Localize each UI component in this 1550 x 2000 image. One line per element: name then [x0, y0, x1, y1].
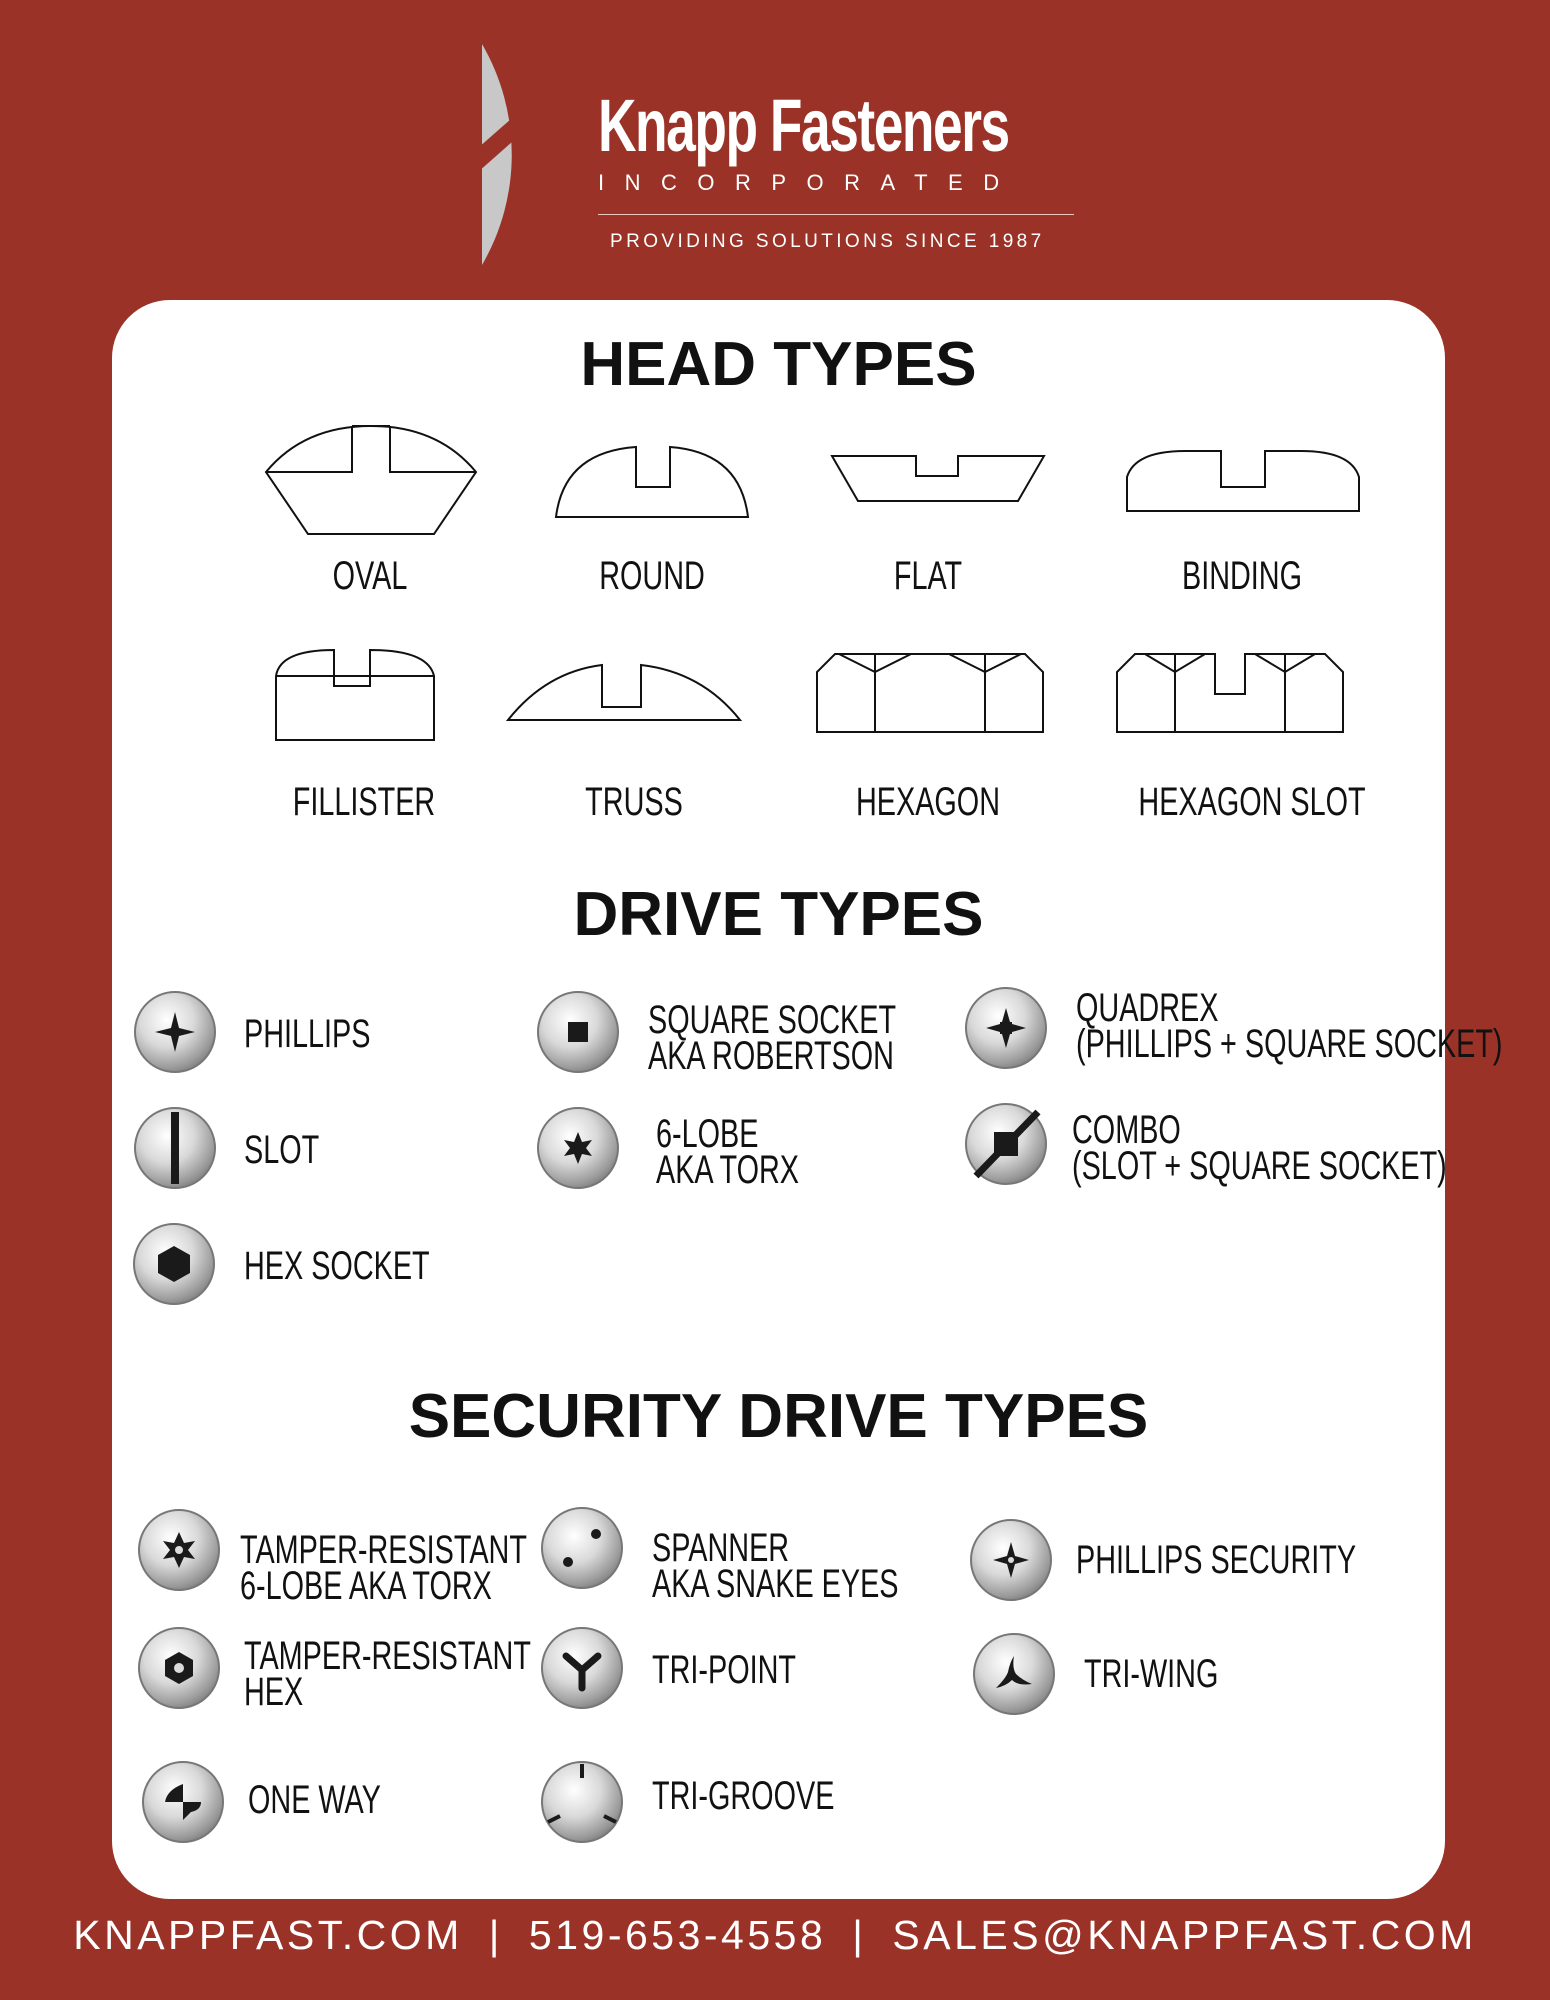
drive-label-combo: COMBO (SLOT + SQUARE SOCKET) — [1072, 1108, 1447, 1188]
fillister-head-icon — [276, 650, 434, 740]
drive-label-phillips: PHILLIPS — [244, 1012, 371, 1056]
brand-name: Knapp Fasteners — [598, 84, 1009, 167]
tri-wing-drive-icon — [972, 1632, 1056, 1716]
round-head-icon — [556, 447, 748, 517]
head-label-binding: BINDING — [1181, 554, 1303, 598]
phillips-drive-icon — [133, 990, 217, 1074]
oval-head-icon — [264, 424, 478, 536]
drive-types-title: DRIVE TYPES — [573, 880, 984, 949]
tri-groove-drive-icon — [540, 1760, 624, 1844]
brand-tagline: PROVIDING SOLUTIONS SINCE 1987 — [610, 231, 1045, 252]
head-label-round: ROUND — [599, 554, 705, 598]
truss-head-icon — [508, 665, 740, 720]
footer-separator: | — [852, 1912, 867, 1958]
hexagon-slot-head-icon — [1117, 654, 1343, 732]
head-types-title: HEAD TYPES — [580, 330, 977, 399]
security-label-tamper-hex: TAMPER-RESISTANT HEX — [244, 1634, 531, 1714]
drive-label-square-socket: SQUARE SOCKET AKA ROBERTSON — [648, 998, 897, 1078]
logo-icon — [480, 42, 600, 267]
head-label-fillister: FILLISTER — [292, 780, 436, 824]
torx-drive-icon — [536, 1106, 620, 1190]
tri-point-drive-icon — [540, 1626, 624, 1710]
footer-separator: | — [488, 1912, 503, 1958]
head-label-hexagon-slot: HEXAGON SLOT — [1138, 780, 1366, 824]
security-label-spanner: SPANNER AKA SNAKE EYES — [652, 1526, 899, 1606]
slot-drive-icon — [133, 1106, 217, 1190]
drive-label-torx: 6-LOBE AKA TORX — [656, 1112, 800, 1192]
binding-head-icon — [1127, 451, 1359, 511]
quadrex-drive-icon — [964, 986, 1048, 1070]
email-link[interactable]: SALES@KNAPPFAST.COM — [892, 1912, 1477, 1958]
security-label-tri-groove: TRI-GROOVE — [652, 1774, 835, 1818]
security-label-one-way: ONE WAY — [248, 1778, 381, 1822]
brand-suffix: INCORPORATED — [598, 170, 1020, 195]
head-label-flat: FLAT — [893, 554, 963, 598]
head-label-truss: TRUSS — [585, 780, 683, 824]
tamper-hex-drive-icon — [137, 1626, 221, 1710]
website-link[interactable]: KNAPPFAST.COM — [73, 1912, 463, 1958]
head-label-hexagon: HEXAGON — [855, 780, 1001, 824]
brand-block — [598, 86, 1076, 253]
content-card — [112, 300, 1503, 1899]
security-label-phillips-security: PHILLIPS SECURITY — [1076, 1538, 1357, 1582]
phillips-security-drive-icon — [969, 1518, 1053, 1602]
hexagon-head-icon — [817, 654, 1043, 732]
phone-link[interactable]: 519-653-4558 — [528, 1912, 827, 1958]
security-types-title: SECURITY DRIVE TYPES — [408, 1382, 1149, 1451]
brand-divider — [598, 214, 1074, 215]
drive-label-slot: SLOT — [244, 1128, 320, 1172]
security-label-tamper-torx: TAMPER-RESISTANT 6-LOBE AKA TORX — [240, 1528, 527, 1608]
footer-contact — [0, 1912, 1550, 1959]
square-socket-drive-icon — [536, 990, 620, 1074]
hex-socket-drive-icon — [132, 1222, 216, 1306]
drive-label-hex-socket: HEX SOCKET — [244, 1244, 430, 1288]
flat-head-icon — [832, 456, 1044, 501]
combo-drive-icon — [964, 1102, 1048, 1186]
security-label-tri-point: TRI-POINT — [652, 1648, 796, 1692]
spanner-drive-icon — [540, 1506, 624, 1590]
tamper-torx-drive-icon — [137, 1508, 221, 1592]
head-label-oval: OVAL — [332, 554, 408, 598]
one-way-drive-icon — [141, 1760, 225, 1844]
drive-label-quadrex: QUADREX (PHILLIPS + SQUARE SOCKET) — [1076, 986, 1503, 1066]
security-label-tri-wing: TRI-WING — [1084, 1652, 1219, 1696]
